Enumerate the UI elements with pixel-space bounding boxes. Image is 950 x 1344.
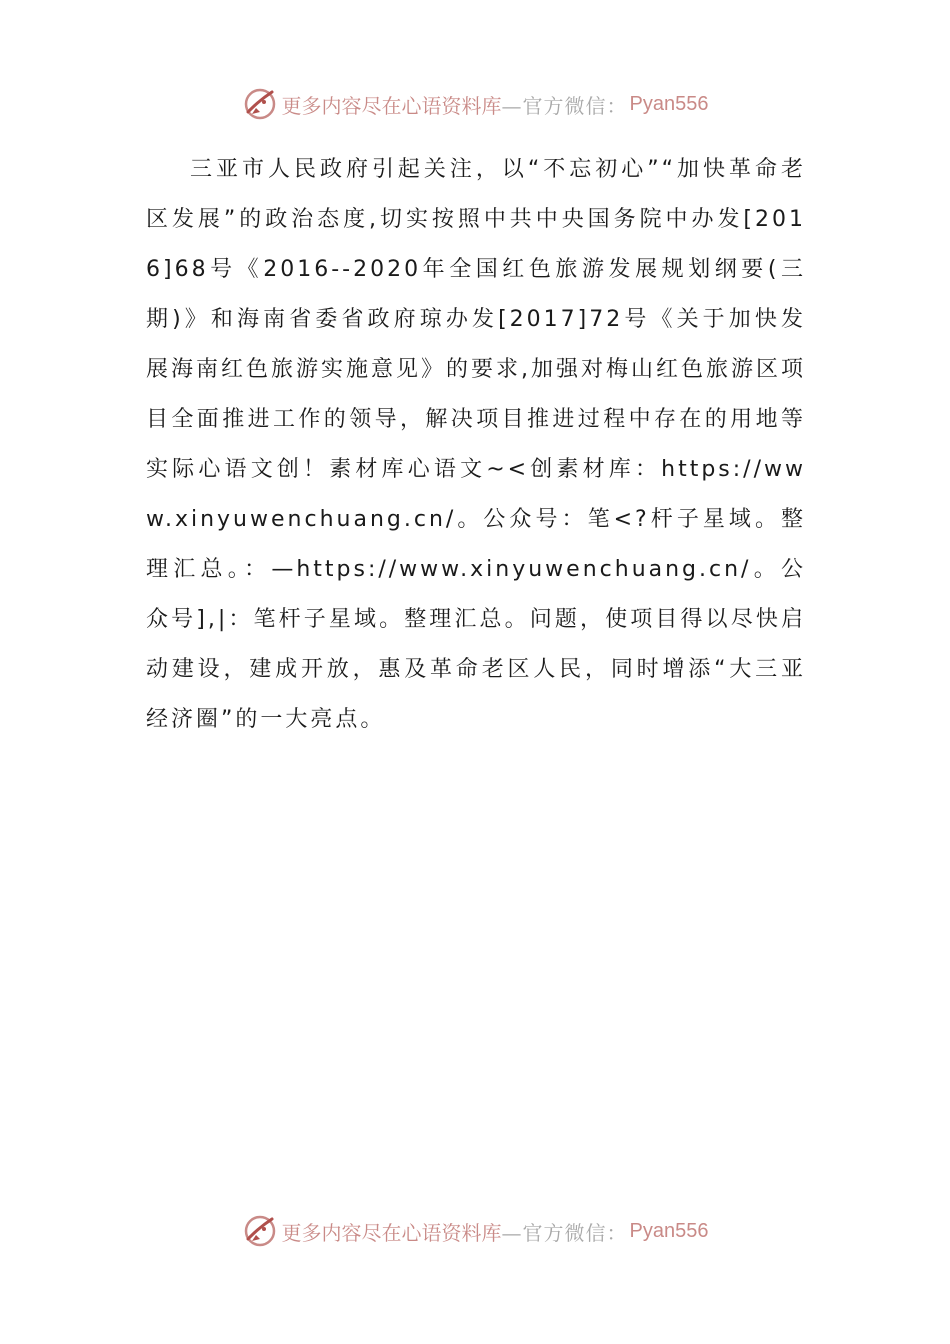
header-banner xyxy=(0,84,950,124)
banner-subtitle: —官方微信： xyxy=(501,1220,628,1245)
pen-logo-icon xyxy=(242,86,278,122)
banner-title: 更多内容尽在心语资料库 xyxy=(281,93,502,118)
footer-banner xyxy=(0,1211,950,1251)
banner-wechat-id: Pyan556 xyxy=(629,92,709,115)
banner-wechat-id: Pyan556 xyxy=(629,1219,709,1242)
pen-logo-icon xyxy=(242,1213,278,1249)
banner-subtitle: —官方微信： xyxy=(501,93,628,118)
banner-title: 更多内容尽在心语资料库 xyxy=(281,1220,502,1245)
body-paragraph: 三亚市人民政府引起关注，以“不忘初心”“加快革命老区发展”的政治态度,切实按照中共中央国务院中办发[2016]68号《2016--2020年全国红色旅游发展规划纲要(三期)》和海南省委省政府琼办发[2017]72号《关于加快发展海南红色旅游实施意见》的要求,加强对梅山红色旅游区项目全面推进工作的领导，解决项目推进过程中存在的用地等实际心语文创！素材库心语文~<创素材库：https://www.xinyuwenchuang.cn/。公众号：笔<?杆子星域。整理汇总。：—https://www.xinyuwenchuang.cn/。公众号],|：笔杆子星域。整理汇总。问题，使项目得以尽快启动建设，建成开放，惠及革命老区人民，同时增添“大三亚经济圈”的一大亮点。 xyxy=(146,157,806,732)
